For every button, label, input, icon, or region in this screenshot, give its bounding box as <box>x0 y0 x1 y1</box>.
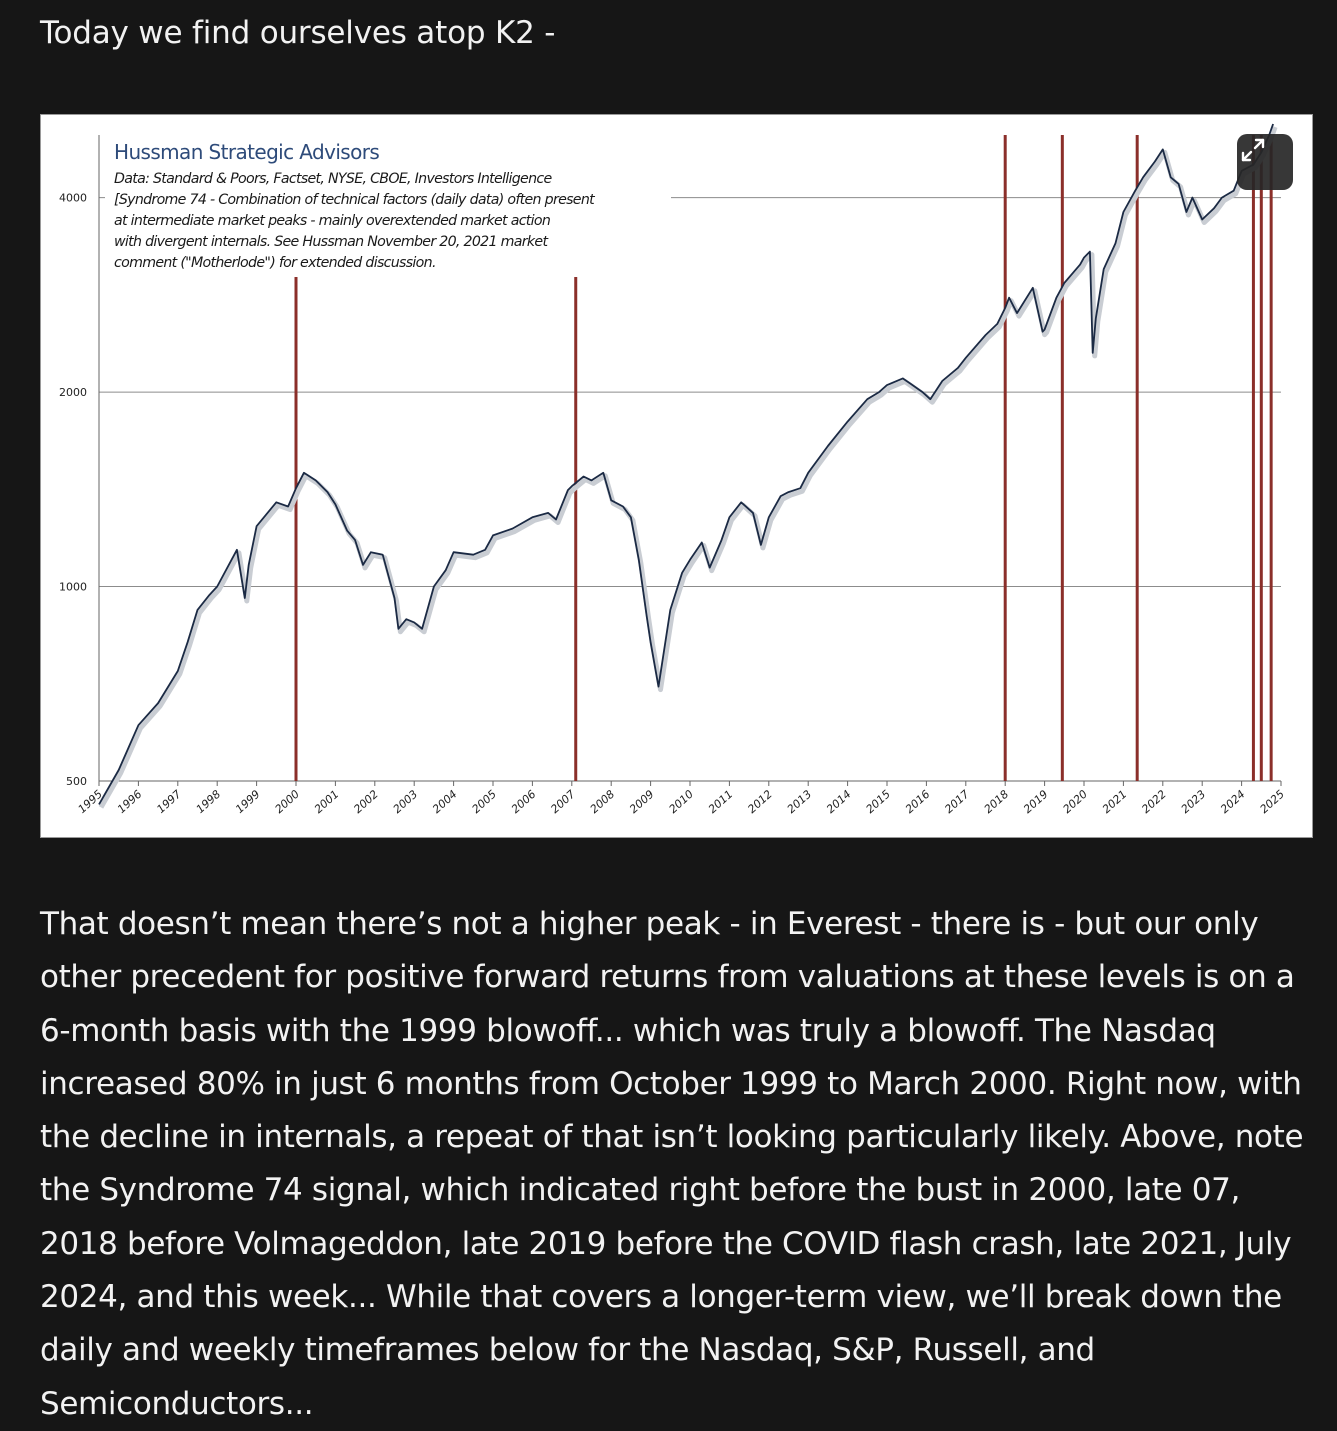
x-tick-label: 2002 <box>351 787 381 816</box>
x-tick-label: 2003 <box>390 787 421 816</box>
y-tick-label: 500 <box>66 775 87 788</box>
x-tick-label: 2008 <box>587 787 618 816</box>
expand-image-button[interactable] <box>1237 134 1293 190</box>
y-tick-label: 4000 <box>59 191 87 205</box>
x-tick-label: 2004 <box>430 787 460 816</box>
x-tick-label: 1997 <box>154 787 184 816</box>
subtitle-line: Data: Standard & Poors, Factset, NYSE, CBOE, Investors Intelligence <box>114 171 552 187</box>
x-tick-label: 1996 <box>114 787 145 816</box>
x-tick-label: 2006 <box>508 787 539 816</box>
post-body: That doesn’t mean there’s not a higher peak - in Everest - there is - but our only other precedent for positive forward returns from valuations at these levels is on a 6-month basis with the 1999 blowoff... which was truly a blowoff. The Nasdaq increased 80% in just 6 months from October 1999 to March 2000. Right now, with the decline in internals, a repeat of that isn’t looking particularly likely. Above, note the Syndrome 74 signal, which indicated right before the bust in 2000, late 07, 2018 before Volmageddon, late 2019 before the COVID flash crash, late 2021, July 2024, and this week... While that covers a longer-term view, we’ll break down the daily and weekly timeframes below for the Nasdaq, S&P, Russell, and Semiconductors... <box>40 906 1304 1422</box>
x-tick-label: 2014 <box>824 787 854 816</box>
x-tick-label: 1999 <box>233 787 263 816</box>
x-tick-label: 2017 <box>942 787 972 816</box>
x-tick-label: 2001 <box>311 787 342 816</box>
x-tick-label: 2010 <box>666 787 697 816</box>
x-tick-label: 2011 <box>705 787 736 816</box>
x-tick-label: 2016 <box>902 787 933 816</box>
x-tick-label: 2025 <box>1257 787 1288 816</box>
x-tick-label: 2015 <box>863 787 894 816</box>
subtitle-line: [Syndrome 74 - Combination of technical factors (daily data) often present <box>114 192 594 208</box>
x-tick-label: 2021 <box>1099 787 1130 816</box>
x-tick-label: 2019 <box>1021 787 1051 816</box>
subtitle-line: with divergent internals. See Hussman November 20, 2021 market <box>114 234 548 250</box>
x-tick-label: 1998 <box>193 787 224 816</box>
chart-image[interactable] <box>40 114 1313 838</box>
x-tick-label: 2024 <box>1218 787 1248 816</box>
y-tick-labels <box>59 192 87 788</box>
x-tick-label: 2023 <box>1178 787 1209 816</box>
chart-title: Hussman Strategic Advisors <box>114 140 380 164</box>
syndrome-74-chart <box>41 115 1314 839</box>
intro-text: Today we find ourselves atop K2 - <box>40 15 556 51</box>
x-tick-label: 2018 <box>981 787 1012 816</box>
x-tick-label: 1995 <box>75 787 106 816</box>
x-tick-label: 2000 <box>272 787 303 816</box>
x-tick-label: 2012 <box>745 787 775 816</box>
x-tick-labels <box>76 781 1288 816</box>
x-tick-label: 2022 <box>1139 787 1169 816</box>
x-tick-label: 2007 <box>548 787 578 816</box>
y-tick-label: 2000 <box>59 386 87 400</box>
x-tick-label: 2009 <box>627 787 657 816</box>
subtitle-line: at intermediate market peaks - mainly overextended market action <box>114 213 551 229</box>
y-tick-label: 1000 <box>59 580 87 594</box>
x-tick-label: 2013 <box>784 787 815 816</box>
x-tick-label: 2020 <box>1060 787 1091 816</box>
subtitle-line: comment ("Motherlode") for extended discussion. <box>114 255 436 271</box>
x-tick-label: 2005 <box>469 787 500 816</box>
